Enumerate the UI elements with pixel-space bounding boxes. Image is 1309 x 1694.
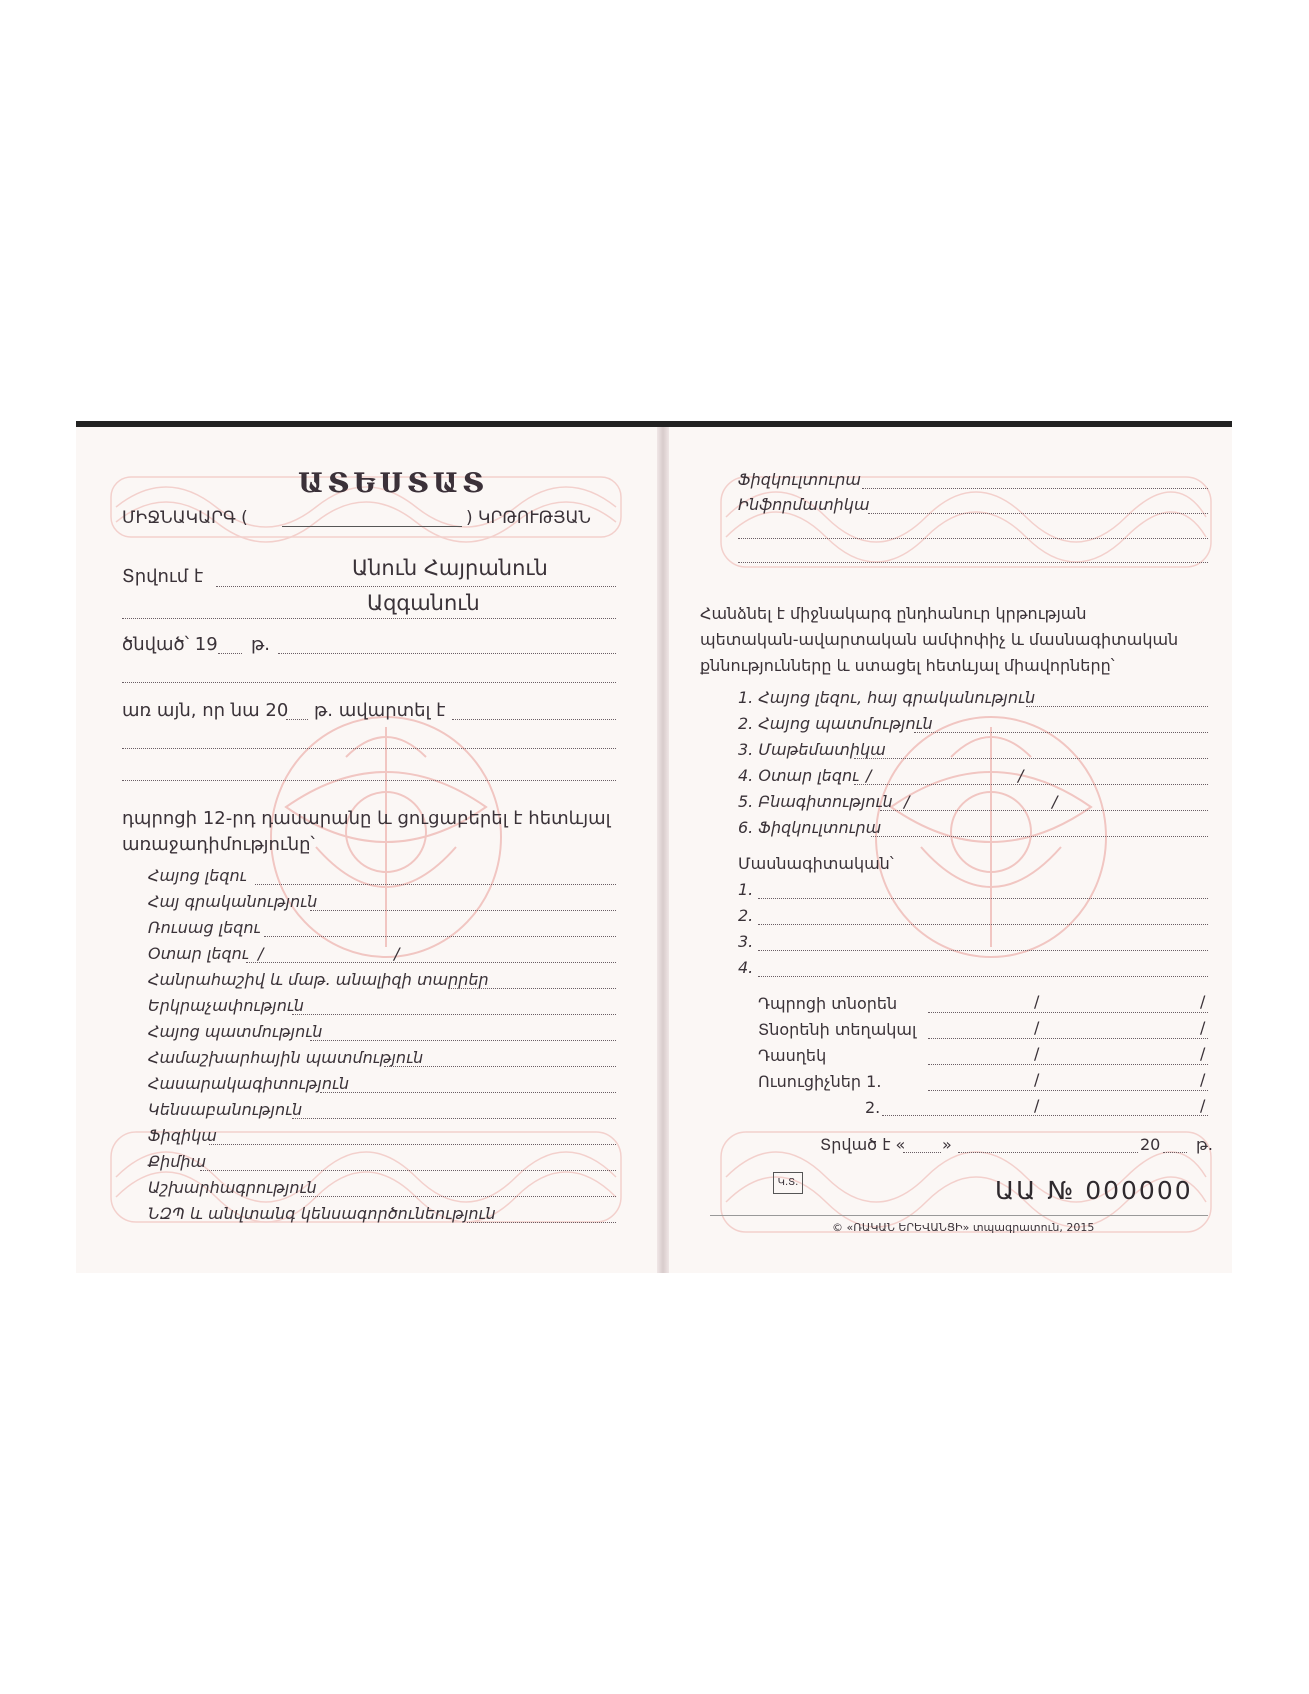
left-subject-label: ՆԶՊ և անվտանգ կենսագործունեություն xyxy=(148,1204,496,1223)
education-level-label xyxy=(122,508,248,528)
professional-item-label: 2. xyxy=(738,906,754,925)
issued-mid: » xyxy=(942,1135,952,1154)
signature-slash: / xyxy=(1200,1018,1206,1037)
signature-slash: / xyxy=(1034,1018,1040,1037)
holder-name: Անուն Հայրանուն xyxy=(352,556,548,580)
left-subject-grade-line xyxy=(384,1066,616,1067)
signature-slash: / xyxy=(1034,1070,1040,1089)
school-line-2 xyxy=(122,748,616,749)
subject-top-2-line xyxy=(868,513,1208,514)
teacher-2-line xyxy=(882,1115,1208,1116)
school-line-1 xyxy=(452,719,616,720)
school-line-3 xyxy=(122,780,616,781)
subtitle-left: ՄԻՋՆԱԿԱՐԳ ( xyxy=(122,508,248,528)
left-subject-label: Հայոց պատմություն xyxy=(148,1022,323,1041)
exam-score-line xyxy=(854,784,1208,785)
issued-to-label: Տրվում է xyxy=(122,566,204,587)
left-subject-grade-line xyxy=(467,1222,616,1223)
school-text-line2: առաջադիմությունը՝ xyxy=(122,834,315,855)
birthplace-line xyxy=(278,653,616,654)
left-subject-label: Երկրաչափություն xyxy=(148,996,304,1015)
issued-day-line xyxy=(903,1152,941,1153)
left-subject-grade-line xyxy=(292,1014,616,1015)
exam-text-line1: Հանձնել է միջնակարգ ընդհանուր կրթության xyxy=(700,604,1087,623)
signature-label: Դպրոցի տնօրեն xyxy=(758,994,898,1013)
professional-item-label: 1. xyxy=(738,880,754,899)
left-subject-grade-line xyxy=(448,988,616,989)
exam-score-line xyxy=(880,810,1208,811)
foreign-language-slash: / xyxy=(394,944,400,963)
left-subject-label: Աշխարհագրություն xyxy=(148,1178,317,1197)
left-subject-label: Կենսաբանություն xyxy=(148,1100,303,1119)
signature-label: Ուսուցիչներ 1. xyxy=(758,1072,882,1091)
left-subject-grade-line xyxy=(200,1170,616,1171)
left-subject-grade-line xyxy=(320,1092,616,1093)
left-subject-label: Հայ գրականություն xyxy=(148,892,318,911)
page-fold xyxy=(657,427,669,1273)
issued-label: Տրված է « xyxy=(820,1135,906,1154)
teacher-2-label: 2. xyxy=(865,1098,881,1117)
subtitle-right: ) ԿՐԹՈՒԹՅԱՆ xyxy=(466,508,591,528)
left-subject-grade-line xyxy=(264,936,616,937)
exam-score-line xyxy=(1026,706,1208,707)
birthplace-line-2 xyxy=(122,682,616,683)
born-suffix: թ. xyxy=(251,634,271,655)
signature-label: Դասղեկ xyxy=(758,1046,827,1065)
footer-rule xyxy=(710,1215,1208,1216)
right-coat-of-arms-watermark xyxy=(851,697,1131,977)
signature-slash: / xyxy=(1200,1070,1206,1089)
left-subject-label: Համաշխարհային պատմություն xyxy=(148,1048,424,1067)
issued-to-line xyxy=(216,586,616,587)
subject-top-1-line xyxy=(862,488,1208,489)
exam-slash: / xyxy=(866,766,872,785)
teacher-2-slash-2: / xyxy=(1200,1096,1206,1115)
signature-slash: / xyxy=(1034,1044,1040,1063)
signature-label: Տնօրենի տեղակալ xyxy=(758,1020,917,1039)
exam-slash: / xyxy=(904,792,910,811)
printer-credit: © «ՌԱԿԱՆ ԵՐԵՎԱՆՑԻ» տպագրատուն, 2015 xyxy=(832,1221,1095,1234)
signature-line xyxy=(928,1038,1208,1039)
exam-label: 6. Ֆիզկուլտուրա xyxy=(738,818,882,837)
left-subject-label: Քիմիա xyxy=(148,1152,207,1171)
signature-line xyxy=(928,1064,1208,1065)
signature-line xyxy=(928,1090,1208,1091)
issued-year-line xyxy=(1163,1152,1187,1153)
holder-surname: Ազգանուն xyxy=(367,591,480,615)
left-subject-grade-line xyxy=(246,962,616,963)
graduated-prefix: առ այն, որ նա 20 xyxy=(122,700,289,721)
left-subject-grade-line xyxy=(310,1040,616,1041)
school-text-line1: դպրոցի 12-րդ դասարանը և ցուցաբերել է հետևյալ xyxy=(122,808,611,829)
seal-placeholder: Կ.Տ. xyxy=(773,1172,803,1194)
left-subject-label: Հայոց լեզու xyxy=(148,866,247,885)
left-subject-grade-line xyxy=(209,1144,616,1145)
left-subject-label: Ռուսաց լեզու xyxy=(148,918,261,937)
signature-slash: / xyxy=(1200,992,1206,1011)
issued-year: 20 xyxy=(1140,1135,1161,1154)
exam-score-line xyxy=(854,758,1208,759)
serial-number: ԱԱ № 000000 xyxy=(995,1176,1193,1205)
professional-item-label: 4. xyxy=(738,958,754,977)
professional-label: Մասնագիտական՝ xyxy=(738,854,894,873)
graduated-year-line xyxy=(286,719,308,720)
left-subject-grade-line xyxy=(301,1196,616,1197)
born-year-line xyxy=(218,653,242,654)
teacher-2-slash-1: / xyxy=(1034,1096,1040,1115)
subject-top-1: Ֆիզկուլտուրա xyxy=(738,470,861,489)
signature-slash: / xyxy=(1200,1044,1206,1063)
certificate-title: ԱՏԵՍՏԱՏ xyxy=(298,468,489,499)
exam-text-line3: քննությունները և ստացել հետևյալ միավորները՝ xyxy=(700,656,1115,675)
left-subject-label: Հասարակագիտություն xyxy=(148,1074,350,1093)
left-subject-label: Օտար լեզու xyxy=(148,944,249,963)
signature-line xyxy=(928,1012,1208,1013)
exam-label: 2. Հայոց պատմություն xyxy=(738,714,933,733)
exam-label: 3. Մաթեմատիկա xyxy=(738,740,886,759)
left-subject-grade-line xyxy=(310,910,616,911)
born-label: ծնված՝ 19 xyxy=(122,634,218,655)
professional-item-line xyxy=(758,924,1208,925)
signature-slash: / xyxy=(1034,992,1040,1011)
exam-text-line2: պետական-ավարտական ամփոփիչ և մասնագիտական xyxy=(700,630,1179,649)
subject-top-3-line xyxy=(738,538,1208,539)
left-subject-grade-line xyxy=(255,884,616,885)
exam-label: 5. Բնագիտություն xyxy=(738,792,893,811)
surname-line xyxy=(122,618,616,619)
issued-suffix: թ. xyxy=(1196,1135,1213,1154)
education-level-line xyxy=(282,526,462,527)
exam-slash: / xyxy=(1052,792,1058,811)
exam-score-line xyxy=(914,732,1208,733)
foreign-language-slash: / xyxy=(258,944,264,963)
exam-score-line xyxy=(871,836,1208,837)
exam-label: 4. Օտար լեզու xyxy=(738,766,860,785)
left-subject-label: Հանրահաշիվ և մաթ. անալիզի տարրեր xyxy=(148,970,489,989)
professional-item-line xyxy=(758,950,1208,951)
graduated-suffix: թ. ավարտել է xyxy=(314,700,446,721)
professional-item-label: 3. xyxy=(738,932,754,951)
issued-month-line xyxy=(958,1152,1138,1153)
exam-label: 1. Հայոց լեզու, հայ գրականություն xyxy=(738,688,1036,707)
left-subject-label: Ֆիզիկա xyxy=(148,1126,217,1145)
subject-top-2: Ինֆորմատիկա xyxy=(738,495,870,514)
professional-item-line xyxy=(758,898,1208,899)
subject-top-4-line xyxy=(738,562,1208,563)
left-subject-grade-line xyxy=(292,1118,616,1119)
professional-item-line xyxy=(758,976,1208,977)
exam-slash: / xyxy=(1018,766,1024,785)
